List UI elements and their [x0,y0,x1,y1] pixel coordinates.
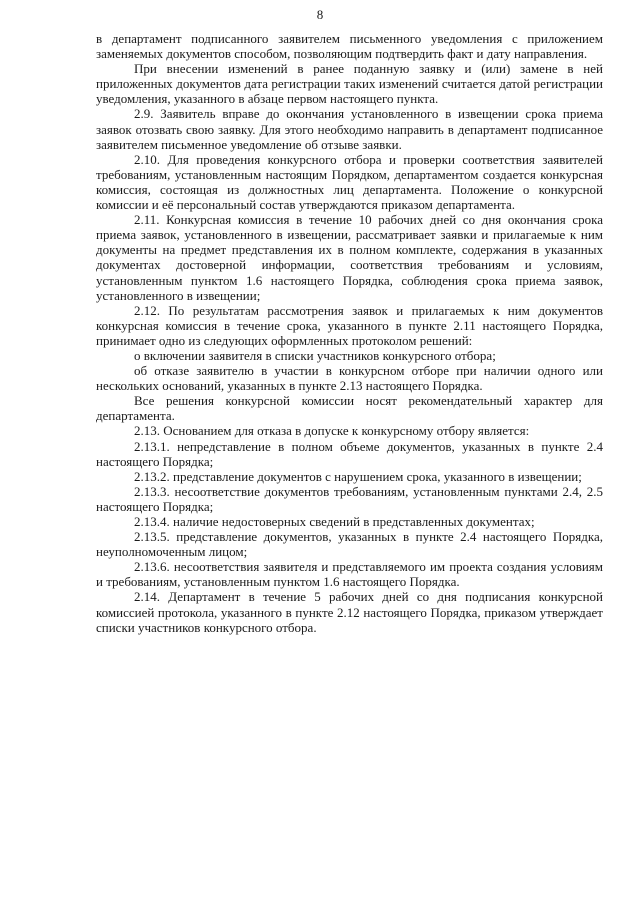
paragraph-changes-registration: При внесении изменений в ранее поданную заявку и (или) замене в ней приложенных документов дата регистрации таких изменений считается датой регистрации уведомления, указанного в абзаце первом настоящего пункта. [96,61,603,107]
paragraph-2-10: 2.10. Для проведения конкурсного отбора и проверки соответствия заявителей требованиям, установленным настоящим Порядком, департаментом создается конкурсная комиссия, состоящая из должностных лиц департамента. Положение о конкурсной комиссии и её персональный состав утверждаются приказом департамента. [96,151,603,213]
paragraph-2-13-1: 2.13.1. непредставление в полном объеме документов, указанных в пункте 2.4 настоящего Порядка; [96,438,603,469]
decision-refuse: об отказе заявителю в участии в конкурсном отборе при наличии одного или нескольких оснований, указанных в пункте 2.13 настоящего Порядка. [96,363,603,394]
page-number: 8 [316,7,324,22]
paragraph-2-12: 2.12. По результатам рассмотрения заявок и прилагаемых к ним документов конкурсная комиссия в течение срока, указанного в пункте 2.11 настоящего Порядка, принимает одно из следующих оформленных протоколом решений: [96,302,603,348]
paragraph-2-11: 2.11. Конкурсная комиссия в течение 10 рабочих дней со дня окончания срока приема заявок, установленного в извещении, рассматривает заявки и прилагаемые к ним документы на предмет представления их в полном комплекте, содержания в указанных документах достоверной информации, соответствия требованиям и условиям, установленным пунктом 1.6 настоящего Порядка, соблюдения срока приема заявок, установленного в извещении; [96,212,603,303]
paragraph-continuation: в департамент подписанного заявителем письменного уведомления с приложением заменяемых документов способом, позволяющим подтвердить факт и дату направления. [96,31,603,62]
paragraph-2-14: 2.14. Департамент в течение 5 рабочих дней со дня подписания конкурсной комиссией протокола, указанного в пункте 2.12 настоящего Порядка, приказом утверждает списки участников конкурсного отбора. [96,589,603,635]
document-body [96,31,603,635]
paragraph-2-13-3: 2.13.3. несоответствие документов требованиям, установленным пунктами 2.4, 2.5 настоящего Порядка; [96,483,603,514]
paragraph-2-13-4: 2.13.4. наличие недостоверных сведений в представленных документах; [134,514,535,529]
decision-include: о включении заявителя в списки участников конкурсного отбора; [134,347,496,363]
paragraph-2-9: 2.9. Заявитель вправе до окончания установленного в извещении срока приема заявок отозвать свою заявку. Для этого необходимо направить в департамент подписанное заявителем письменное уведомление об отзыве заявки. [96,106,603,152]
paragraph-2-13-2: 2.13.2. представление документов с нарушением срока, указанного в извещении; [134,468,582,484]
paragraph-2-13-6: 2.13.6. несоответствия заявителя и представляемого им проекта создания условиям и требованиям, установленным пунктом 1.6 настоящего Порядка. [96,559,603,590]
paragraph-advisory: Все решения конкурсной комиссии носят рекомендательный характер для департамента. [96,393,603,424]
paragraph-2-13: 2.13. Основанием для отказа в допуске к конкурсному отбору является: [134,423,530,439]
paragraph-2-13-5: 2.13.5. представление документов, указанных в пункте 2.4 настоящего Порядка, неуполномоченным лицом; [96,529,603,560]
